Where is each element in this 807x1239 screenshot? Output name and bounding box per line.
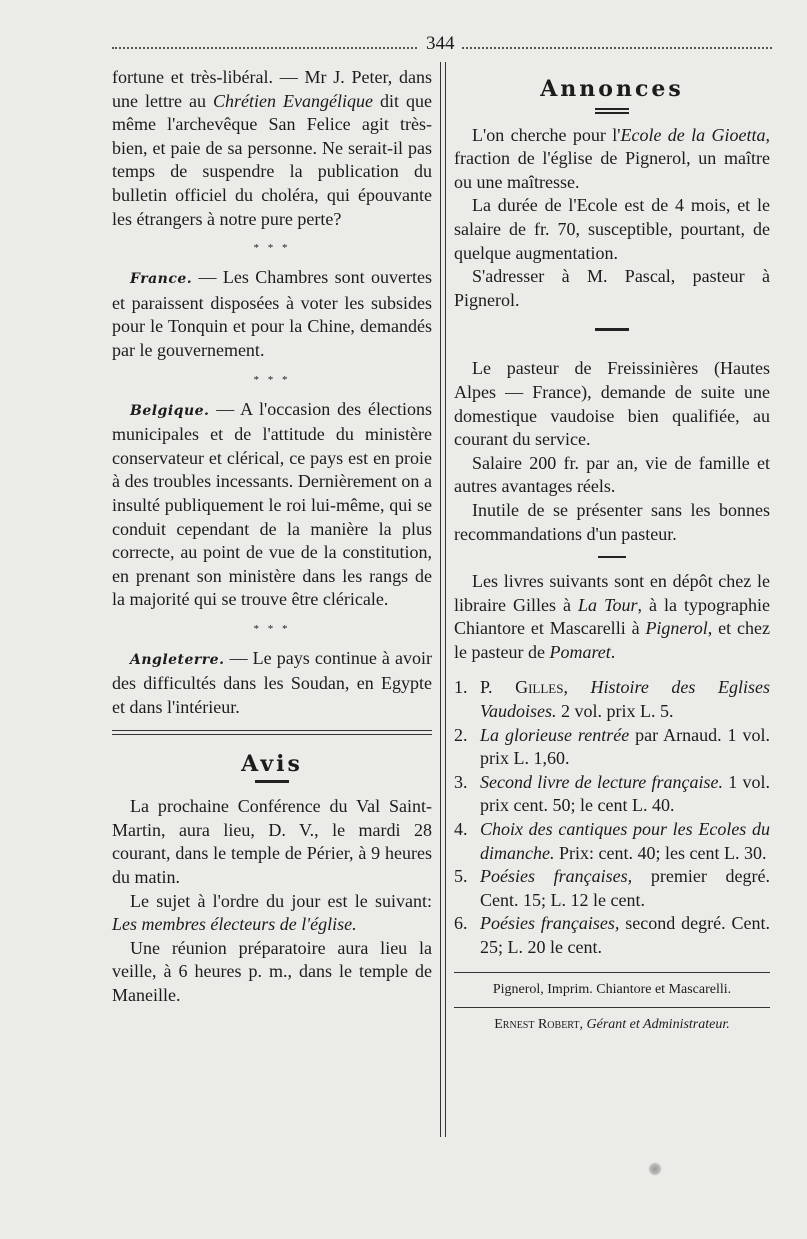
para1-rest: dit que même l'archevêque San Felice agit très-bien, et paie de sa personne. Ne serait-il pas temps de suspendre la publication du bulletin officiel du choléra, qui épouvante les étrangers à notre pure perte? bbox=[112, 90, 432, 229]
angleterre-text: — Le pays continue à avoir des difficultés dans les Soudan, en Egypte et dans l'intérieur. bbox=[112, 647, 432, 718]
france-text: — Les Chambres sont ouvertes et paraissent disposées à voter les subsides pour le Tonquin et pour la Chine, demandés par le gouvernement. bbox=[112, 267, 432, 360]
editor-line bbox=[454, 1016, 770, 1034]
list-item bbox=[454, 676, 770, 723]
header-ornament-left bbox=[112, 47, 417, 49]
item-number: 6. bbox=[454, 913, 468, 934]
separator-stars: * * * bbox=[253, 373, 291, 386]
annonce-separator bbox=[595, 328, 629, 331]
book-details: par Arnaud. 1 vol. prix L. 1,60. bbox=[480, 724, 770, 769]
para1-text: fortune et très-libéral. — Mr J. Peter, dans une lettre au bbox=[112, 67, 432, 111]
list-item bbox=[454, 724, 770, 771]
title-underline bbox=[255, 780, 289, 783]
books-intro bbox=[454, 570, 770, 664]
book-details: second degré. Cent. 25; L. 20 le cent. bbox=[480, 913, 770, 957]
avis-paragraph-1: La prochaine Conférence du Val Saint-Martin, aura lieu, D. V., le mardi 28 courant, dans le temple de Périer, à 9 heures du matin. bbox=[112, 796, 432, 888]
item-text bbox=[480, 912, 770, 959]
book-list bbox=[454, 676, 770, 959]
avis-paragraph-3: Une réunion préparatoire aura lieu la veille, à 6 heures p. m., dans le temple de Maneille. bbox=[112, 937, 432, 1005]
ann1-text-a: L'on cherche pour l' bbox=[472, 124, 621, 145]
page-header bbox=[112, 33, 772, 56]
annonce-2-paragraph-3: Inutile de se présenter sans les bonnes recommandations d'un pasteur. bbox=[454, 499, 770, 544]
right-column bbox=[454, 78, 770, 1034]
book-details: Prix: cent. 40; les cent L. 30. bbox=[554, 842, 767, 863]
header-ornament-right bbox=[462, 47, 772, 49]
item-number: 3. bbox=[454, 771, 468, 792]
country-label-france: France. bbox=[130, 271, 193, 288]
footer-rule bbox=[454, 1007, 770, 1008]
books-text-b: , à la typographie Chiantore et Mascarelli à bbox=[454, 594, 770, 639]
avis-paragraph-2 bbox=[112, 890, 432, 937]
list-item bbox=[454, 865, 770, 912]
annonce-2-paragraph-1: Le pasteur de Freissinières (Hautes Alpes — France), demande de suite une domestique vaudoise bien qualifiée, au courant du service. bbox=[454, 358, 770, 450]
item-number: 4. bbox=[454, 819, 468, 840]
annonce-1-paragraph-3: S'adresser à M. Pascal, pasteur à Pignerol. bbox=[454, 266, 770, 310]
book-details: 2 vol. prix L. 5. bbox=[556, 701, 674, 722]
item-text bbox=[480, 676, 770, 723]
place-pignerol: Pignerol bbox=[645, 618, 708, 639]
avis-title: Avis bbox=[241, 750, 303, 777]
item-text bbox=[480, 724, 770, 771]
ink-blot bbox=[648, 1162, 662, 1176]
news-angleterre bbox=[112, 647, 432, 720]
news-belgique bbox=[112, 398, 432, 612]
school-name: Ecole de la Gioetta bbox=[620, 124, 766, 145]
annonce-2-paragraph-2: Salaire 200 fr. par an, vie de famille et autres avantages réels. bbox=[454, 452, 770, 497]
books-text-c: , et chez le pasteur de bbox=[454, 618, 770, 662]
separator-stars: * * * bbox=[253, 622, 291, 635]
book-title: La glorieuse rentrée bbox=[480, 724, 630, 745]
list-item bbox=[454, 818, 770, 865]
place-pomaret: Pomaret bbox=[549, 641, 611, 662]
list-item bbox=[454, 771, 770, 818]
item-number: 2. bbox=[454, 724, 468, 745]
place-la-tour: La Tour bbox=[578, 594, 638, 615]
book-title: Poésies françaises, bbox=[480, 866, 633, 887]
editor-role: , Gérant et Administrateur. bbox=[579, 1016, 730, 1032]
belgique-text: — A l'occasion des élections municipales et de l'attitude du ministère conservateur et clérical, ce pays est en proie à des troubles incessants. Dernièrement on a insulté publiquement le roi lui-même, qui se conduit cependant de la manière la plus correcte, au point de vue de la constitution, en prenant son ministère dans les rangs de la majorité qui se trouve être cléricale. bbox=[112, 398, 432, 610]
books-text-d: . bbox=[610, 641, 616, 662]
annonces-title: Annonces bbox=[540, 76, 684, 102]
books-text-a: Les livres suivants sont en dépôt chez le libraire Gilles à bbox=[454, 571, 770, 615]
page-number: 344 bbox=[426, 33, 455, 54]
journal-title: Chrétien Evangélique bbox=[213, 90, 373, 111]
news-france bbox=[112, 266, 432, 362]
book-author: P. Gilles, bbox=[480, 677, 568, 698]
printer-imprint: Pignerol, Imprim. Chiantore et Mascarelli. bbox=[492, 981, 732, 997]
item-text bbox=[480, 818, 770, 865]
section-double-rule bbox=[112, 730, 432, 735]
annonce-1-paragraph-1 bbox=[454, 124, 770, 195]
item-text bbox=[480, 771, 770, 818]
avis-p2-text: Le sujet à l'ordre du jour est le suivant: bbox=[130, 890, 432, 911]
book-title: Second livre de lecture française. bbox=[480, 771, 724, 792]
book-details: 1 vol. prix cent. 50; le cent L. 40. bbox=[480, 771, 770, 816]
left-column bbox=[112, 66, 432, 1008]
item-text bbox=[480, 865, 770, 912]
ann1-text-b: , fraction de l'église de Pignerol, un maître ou une maîtresse. bbox=[454, 124, 770, 192]
footer-rule bbox=[454, 972, 770, 973]
book-details: premier degré. Cent. 15; L. 12 le cent. bbox=[480, 866, 770, 910]
country-label-belgique: Belgique. bbox=[130, 402, 210, 419]
avis-subject: Les membres électeurs de l'église. bbox=[112, 914, 357, 935]
column-divider bbox=[440, 62, 446, 1137]
country-label-angleterre: Angleterre. bbox=[130, 651, 225, 668]
book-title: Choix des cantiques pour les Ecoles du dimanche. bbox=[480, 819, 770, 863]
news-paragraph-italy bbox=[112, 66, 432, 231]
separator-stars: * * * bbox=[253, 242, 291, 255]
item-number: 1. bbox=[454, 677, 468, 698]
book-title: Histoire des Eglises Vaudoises. bbox=[480, 677, 770, 722]
title-double-underline bbox=[595, 108, 629, 114]
book-title: Poésies françaises, bbox=[480, 913, 620, 934]
editor-name: Ernest Robert bbox=[494, 1016, 580, 1032]
list-item bbox=[454, 912, 770, 959]
annonce-1-paragraph-2: La durée de l'Ecole est de 4 mois, et le salaire de fr. 70, susceptible, pourtant, de quelque augmentation. bbox=[454, 195, 770, 263]
annonce-separator bbox=[598, 556, 626, 558]
item-number: 5. bbox=[454, 866, 468, 887]
